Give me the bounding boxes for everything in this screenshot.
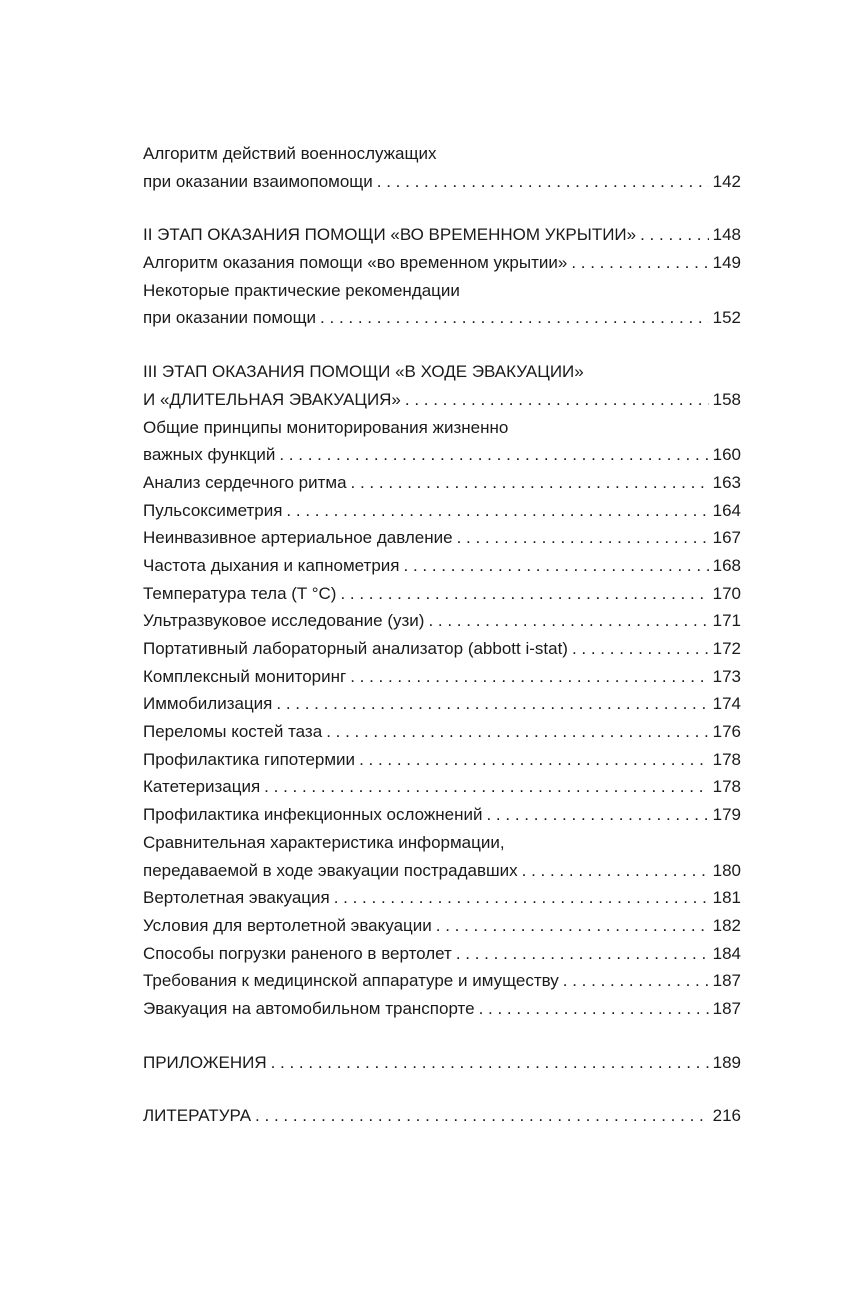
toc-entry (143, 1102, 741, 1130)
toc-entry (143, 773, 741, 801)
toc-entry (143, 221, 741, 249)
toc-page-number: 142 (712, 171, 741, 191)
dot-leader (255, 1102, 709, 1130)
toc-page-number: 164 (712, 500, 741, 520)
toc-entry-title: Иммобилизация (143, 694, 273, 714)
toc-entry-title: Переломы костей таза (143, 722, 323, 742)
toc-entry (143, 940, 741, 968)
toc-entry-title: Алгоритм действий военнослужащих (143, 144, 437, 163)
toc-page-number: 174 (712, 694, 741, 714)
toc-entry (143, 912, 741, 940)
table-of-contents (143, 140, 741, 1130)
dot-leader (640, 221, 709, 249)
dot-leader (326, 718, 708, 746)
toc-entry-title: Вертолетная эвакуация (143, 888, 330, 908)
toc-entry-title: Профилактика инфекционных осложнений (143, 805, 483, 825)
toc-page-number: 178 (712, 777, 741, 797)
toc-entry-title: Условия для вертолетной эвакуации (143, 915, 432, 935)
dot-leader (436, 912, 709, 940)
dot-leader (457, 524, 709, 552)
dot-leader (428, 607, 708, 635)
toc-page-number: 158 (712, 389, 741, 409)
toc-entry-title: Портативный лабораторный анализатор (abbott i-stat) (143, 639, 568, 658)
dot-leader (350, 663, 708, 691)
toc-page-number: 176 (712, 722, 741, 742)
toc-entry-title: Общие принципы мониторирования жизненно (143, 417, 509, 437)
dot-leader (276, 690, 708, 718)
toc-entry (143, 718, 741, 746)
toc-entry-title: ЛИТЕРАТУРА (143, 1106, 252, 1126)
toc-page-number: 187 (712, 971, 741, 991)
toc-page-number: 189 (712, 1052, 741, 1072)
dot-leader (264, 773, 708, 801)
toc-entry (143, 995, 741, 1023)
toc-entry-title: Некоторые практические рекомендации (143, 280, 460, 300)
toc-entry (143, 524, 741, 552)
toc-entry-title: Неинвазивное артериальное давление (143, 528, 453, 548)
toc-entry-title: Анализ сердечного ритма (143, 472, 347, 492)
dot-leader (405, 386, 709, 414)
toc-page-number: 163 (712, 472, 741, 492)
toc-entry-title: Пульсоксиметрия (143, 500, 283, 520)
toc-page-number: 170 (712, 583, 741, 603)
toc-entry-title: III ЭТАП ОКАЗАНИЯ ПОМОЩИ «В ХОДЕ ЭВАКУАЦИИ» (143, 362, 584, 382)
toc-entry-title: Катетеризация (143, 777, 261, 797)
toc-entry-title: II ЭТАП ОКАЗАНИЯ ПОМОЩИ «ВО ВРЕМЕННОМ УКРЫТИИ» (143, 225, 637, 245)
toc-entry (143, 497, 741, 525)
toc-page-number: 149 (712, 253, 741, 273)
toc-entry-title: при оказании взаимопомощи (143, 171, 373, 191)
toc-entry-title: ПРИЛОЖЕНИЯ (143, 1052, 267, 1072)
toc-page-number: 152 (712, 308, 741, 328)
dot-leader (563, 967, 709, 995)
toc-entry-title: Требования к медицинской аппаратуре и имуществу (143, 971, 559, 991)
toc-entry-title: Частота дыхания и капнометрия (143, 555, 400, 575)
toc-entry (143, 607, 741, 635)
dot-leader (456, 940, 709, 968)
toc-entry-title: передаваемой в ходе эвакуации пострадавших (143, 860, 518, 880)
toc-page-number: 160 (712, 445, 741, 465)
dot-leader (286, 497, 708, 525)
toc-page-number: 178 (712, 749, 741, 769)
toc-entry (143, 801, 741, 829)
dot-leader (271, 1049, 709, 1077)
dot-leader (479, 995, 709, 1023)
dot-leader (320, 304, 709, 332)
toc-page-number: 179 (712, 805, 741, 825)
toc-page-number: 148 (712, 225, 741, 245)
toc-entry (143, 829, 741, 884)
dot-leader (279, 441, 708, 469)
toc-page-number: 167 (712, 528, 741, 548)
toc-entry (143, 663, 741, 691)
toc-entry-title: Профилактика гипотермии (143, 749, 356, 769)
toc-entry-title: Ультразвуковое исследование (узи) (143, 611, 425, 631)
toc-page-number: 216 (712, 1106, 741, 1126)
toc-entry (143, 967, 741, 995)
dot-leader (404, 552, 709, 580)
toc-page-number: 168 (712, 555, 741, 575)
toc-entry-title: важных функций (143, 445, 276, 465)
toc-page-number: 171 (712, 611, 741, 631)
dot-leader (571, 249, 708, 277)
toc-entry-title: И «ДЛИТЕЛЬНАЯ ЭВАКУАЦИЯ» (143, 389, 401, 409)
toc-entry (143, 884, 741, 912)
toc-entry-title: при оказании помощи (143, 308, 317, 328)
toc-page-number: 181 (712, 888, 741, 908)
toc-page-number: 180 (712, 860, 741, 880)
toc-entry (143, 635, 741, 663)
dot-leader (351, 469, 709, 497)
toc-entry-title: Комплексный мониторинг (143, 666, 347, 686)
toc-entry (143, 358, 741, 413)
toc-page-number: 184 (712, 943, 741, 963)
dot-leader (486, 801, 708, 829)
toc-entry-title: Эвакуация на автомобильном транспорте (143, 998, 475, 1018)
dot-leader (377, 168, 709, 196)
toc-entry-title: Способы погрузки раненого в вертолет (143, 943, 452, 963)
toc-entry-title: Температура тела (T °C) (143, 583, 337, 603)
dot-leader (359, 746, 709, 774)
dot-leader (340, 580, 708, 608)
dot-leader (572, 635, 709, 663)
toc-page-number: 182 (712, 915, 741, 935)
toc-entry (143, 414, 741, 469)
toc-page-number: 187 (712, 998, 741, 1018)
toc-entry (143, 690, 741, 718)
toc-entry (143, 469, 741, 497)
toc-entry (143, 552, 741, 580)
toc-entry (143, 249, 741, 277)
toc-page-number: 173 (712, 666, 741, 686)
toc-entry-title: Сравнительная характеристика информации, (143, 832, 505, 852)
toc-entry (143, 277, 741, 332)
dot-leader (334, 884, 709, 912)
dot-leader (522, 857, 709, 885)
toc-entry (143, 140, 741, 195)
toc-entry (143, 580, 741, 608)
toc-page-number: 172 (712, 639, 741, 658)
toc-entry (143, 1049, 741, 1077)
toc-entry (143, 746, 741, 774)
toc-entry-title: Алгоритм оказания помощи «во временном укрытии» (143, 253, 568, 273)
